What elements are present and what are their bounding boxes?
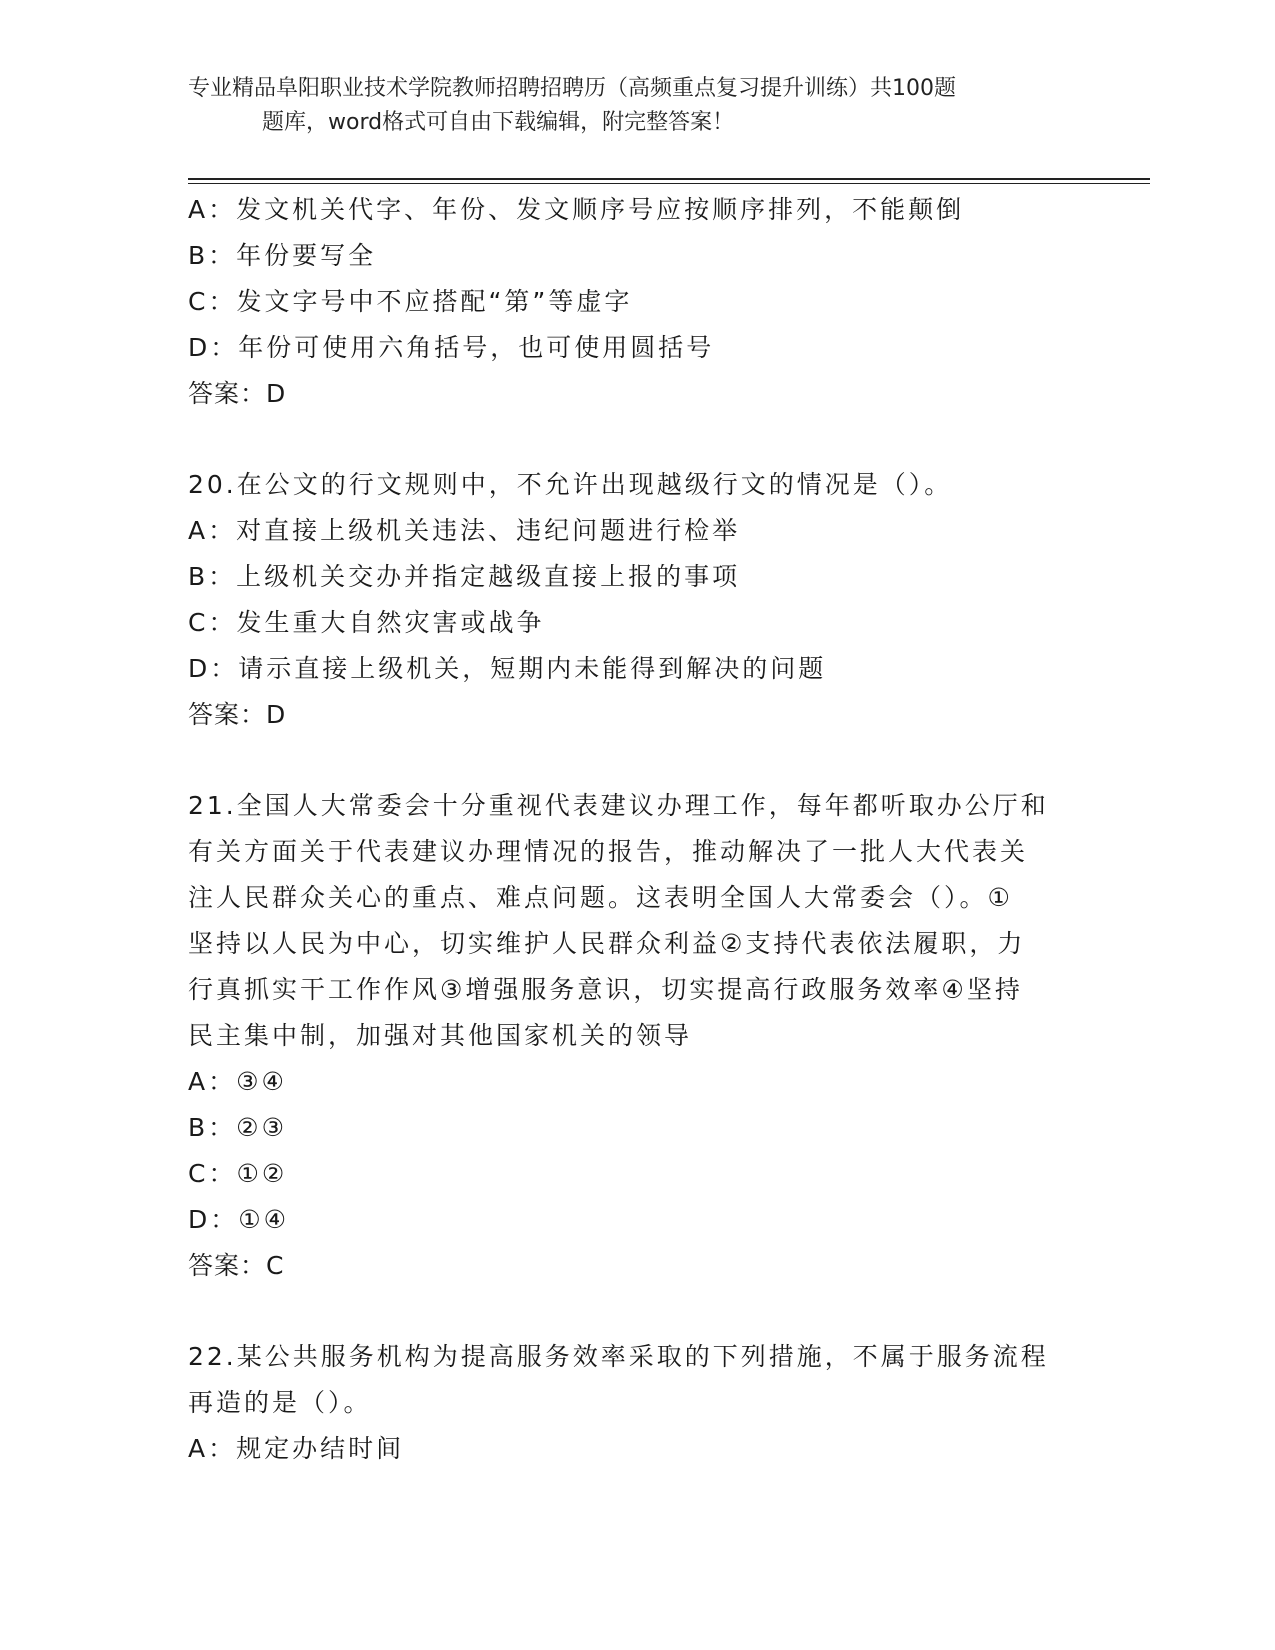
question-22 [188, 1334, 1088, 1472]
question-text-line: 22.某公共服务机构为提高服务效率采取的下列措施，不属于服务流程 [188, 1342, 1049, 1371]
answer-line: 答案：D [188, 700, 287, 729]
question-text-line: 注人民群众关心的重点、难点问题。这表明全国人大常委会（）。① [188, 883, 1013, 912]
question-21 [188, 783, 1088, 1289]
header-divider-thin [188, 183, 1150, 184]
option-c: C：发生重大自然灾害或战争 [188, 608, 545, 637]
header-divider-thick [188, 178, 1150, 180]
document-header [188, 72, 1068, 140]
option-a: A：对直接上级机关违法、违纪问题进行检举 [188, 516, 741, 545]
option-b: B：上级机关交办并指定越级直接上报的事项 [188, 562, 741, 591]
header-title-line-1: 专业精品阜阳职业技术学院教师招聘招聘历（高频重点复习提升训练）共100题 [188, 76, 956, 101]
option-d: D：请示直接上级机关，短期内未能得到解决的问题 [188, 654, 827, 683]
option-b: B：②③ [188, 1113, 287, 1142]
option-a: A：规定办结时间 [188, 1434, 405, 1463]
question-gap [188, 1289, 1088, 1334]
question-20 [188, 462, 1088, 738]
option-c: C：发文字号中不应搭配“第”等虚字 [188, 287, 633, 316]
option-d: D：年份可使用六角括号，也可使用圆括号 [188, 333, 715, 362]
question-text-line: 21.全国人大常委会十分重视代表建议办理工作，每年都听取办公厅和 [188, 791, 1049, 820]
question-gap [188, 417, 1088, 462]
question-gap [188, 738, 1088, 783]
question-text-line: 行真抓实干工作作风③增强服务意识，切实提高行政服务效率④坚持 [188, 975, 1023, 1004]
question-text-line: 有关方面关于代表建议办理情况的报告，推动解决了一批人大代表关 [188, 837, 1029, 866]
question-text-line: 再造的是（）。 [188, 1388, 372, 1417]
question-text-line: 民主集中制，加强对其他国家机关的领导 [188, 1021, 693, 1050]
answer-line: 答案：D [188, 379, 287, 408]
header-title-line-2: 题库，word格式可自由下载编辑，附完整答案！ [262, 110, 735, 135]
answer-line: 答案：C [188, 1251, 285, 1280]
document-body [188, 187, 1088, 1472]
option-d: D：①④ [188, 1205, 290, 1234]
option-a: A：③④ [188, 1067, 287, 1096]
question-19 [188, 187, 1088, 417]
question-text-line: 坚持以人民为中心，切实维护人民群众利益②支持代表依法履职，力 [188, 929, 1026, 958]
question-text: 20.在公文的行文规则中，不允许出现越级行文的情况是（）。 [188, 470, 953, 499]
option-a: A：发文机关代字、年份、发文顺序号应按顺序排列，不能颠倒 [188, 195, 965, 224]
option-c: C：①② [188, 1159, 288, 1188]
option-b: B：年份要写全 [188, 241, 377, 270]
